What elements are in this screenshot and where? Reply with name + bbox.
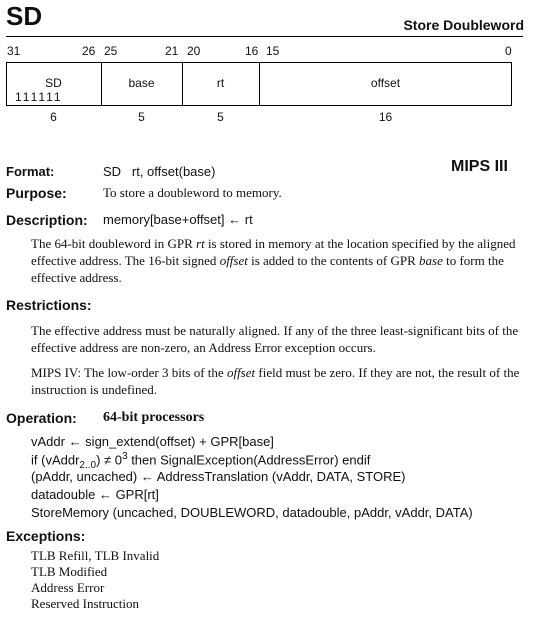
restrictions-paragraph-2 — [31, 364, 536, 398]
operation-line-2 — [31, 451, 370, 471]
restrictions-text-part: MIPS IV: The low-order 3 bits of the — [31, 365, 227, 380]
description-text-rt: rt — [196, 236, 205, 251]
field-opcode-name: SD — [45, 76, 62, 90]
restrictions-text-part: field must be zero. If they are not, the result of the instruction is undefined. — [31, 365, 520, 397]
exception-item: Address Error — [31, 580, 105, 595]
field-opcode-value: 111111 — [15, 90, 63, 104]
description-label: Description: — [6, 212, 88, 228]
operation-line-4: datadouble ← GPR[rt] — [31, 487, 159, 502]
description-text-part: The 64-bit doubleword in GPR — [31, 236, 197, 251]
description-text-part: is stored in memory at the location specified by the aligned effective address. The 16-bit signed — [31, 236, 516, 268]
operation-code-part: if (vAddr — [31, 452, 80, 468]
purpose-label: Purpose: — [6, 185, 67, 201]
description-text — [31, 235, 536, 286]
field-base-width: 5 — [138, 110, 145, 124]
field-base-name: base — [128, 76, 155, 90]
exceptions-label: Exceptions: — [6, 528, 86, 544]
description-text-part: is added to the contents of GPR — [247, 253, 420, 268]
operation-subscript: 2..0 — [79, 459, 97, 471]
bit-position-25: 25 — [104, 44, 118, 58]
operation-code-part: ) ≠ 0 — [96, 452, 123, 468]
operation-subtitle: 64-bit processors — [103, 410, 205, 425]
isa-level: MIPS III — [451, 158, 508, 175]
restrictions-text-offset: offset — [226, 365, 256, 380]
bit-position-31: 31 — [7, 44, 21, 58]
bit-position-16: 16 — [245, 44, 259, 58]
header-rule — [6, 36, 523, 37]
description-text-offset: offset — [219, 253, 248, 268]
restrictions-label: Restrictions: — [6, 297, 92, 313]
description-text-part: to form the effective address. — [31, 253, 504, 285]
field-rt-name: rt — [216, 76, 225, 90]
purpose-value: To store a doubleword to memory. — [103, 185, 282, 200]
instruction-name: Store Doubleword — [403, 17, 524, 33]
restrictions-paragraph-1: The effective address must be naturally aligned. If any of the three least-significant bits of the effective address are non-zero, an Address Error exception occurs. — [31, 323, 519, 355]
bit-position-15: 15 — [266, 44, 280, 58]
exception-item: TLB Refill, TLB Invalid — [31, 548, 160, 563]
description-expression: memory[base+offset] ← rt — [103, 212, 253, 227]
description-text-base: base — [419, 253, 443, 268]
field-offset-name: offset — [370, 76, 401, 90]
format-label: Format: — [6, 164, 55, 179]
operation-label: Operation: — [6, 410, 77, 426]
field-rt-width: 5 — [217, 110, 224, 124]
operation-code-part: then SignalException(AddressError) endif — [127, 452, 371, 468]
bit-position-20: 20 — [187, 44, 201, 58]
exception-item: TLB Modified — [31, 564, 108, 579]
bit-position-26: 26 — [82, 44, 96, 58]
exception-item: Reserved Instruction — [31, 596, 139, 611]
operation-line-5: StoreMemory (uncached, DOUBLEWORD, datadouble, pAddr, vAddr, DATA) — [31, 505, 473, 520]
field-offset-width: 16 — [378, 110, 393, 124]
operation-line-1: vAddr ← sign_extend(offset) + GPR[base] — [31, 434, 274, 449]
instruction-mnemonic: SD — [6, 1, 43, 31]
bit-position-0: 0 — [505, 44, 512, 58]
field-opcode-width: 6 — [50, 110, 57, 124]
bit-position-21: 21 — [165, 44, 179, 58]
operation-line-3: (pAddr, uncached) ← AddressTranslation (vAddr, DATA, STORE) — [31, 469, 406, 484]
format-value: SD rt, offset(base) — [103, 164, 216, 179]
operation-superscript: 3 — [122, 451, 128, 462]
